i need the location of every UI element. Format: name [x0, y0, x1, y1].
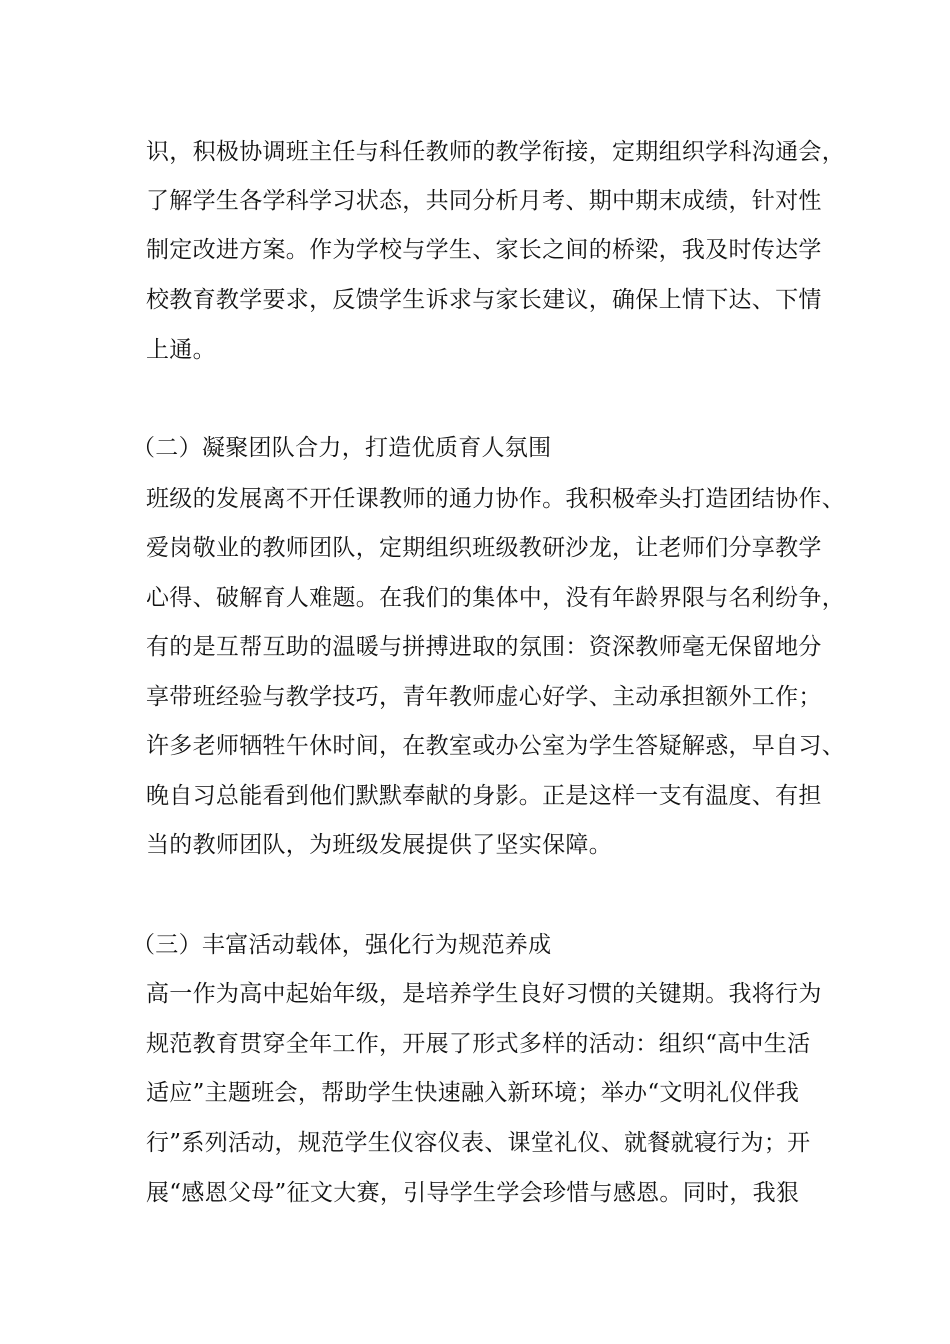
- paragraph-line: 晚自习总能看到他们默默奉献的身影。正是这样一支有温度、有担: [146, 783, 822, 809]
- paragraph-line: 有的是互帮互助的温暖与拼搏进取的氛围：资深教师毫无保留地分: [146, 634, 822, 660]
- paragraph-line: 心得、破解育人难题。在我们的集体中，没有年龄界限与名利纷争，: [146, 585, 845, 611]
- paragraph-line: 许多老师牺牲午休时间，在教室或办公室为学生答疑解惑，早自习、: [146, 733, 845, 759]
- paragraph-line: 校教育教学要求，反馈学生诉求与家长建议，确保上情下达、下情: [146, 287, 822, 313]
- paragraph-line: 行”系列活动，规范学生仪容仪表、课堂礼仪、就餐就寝行为；开: [146, 1130, 811, 1156]
- section-heading: （二）凝聚团队合力，打造优质育人氛围: [132, 435, 552, 461]
- paragraph-line: 上通。: [146, 337, 216, 363]
- paragraph-line: 识，积极协调班主任与科任教师的教学衔接，定期组织学科沟通会，: [146, 139, 845, 165]
- paragraph-line: 高一作为高中起始年级，是培养学生良好习惯的关键期。我将行为: [146, 981, 822, 1007]
- paragraph-line: 当的教师团队，为班级发展提供了坚实保障。: [146, 832, 612, 858]
- paragraph-line: 展“感恩父母”征文大赛，引导学生学会珍惜与感恩。同时，我狠: [146, 1180, 800, 1206]
- paragraph-line: 规范教育贯穿全年工作，开展了形式多样的活动：组织“高中生活: [146, 1031, 811, 1057]
- paragraph-line: 班级的发展离不开任课教师的通力协作。我积极牵头打造团结协作、: [146, 486, 845, 512]
- paragraph-line: 爱岗敬业的教师团队，定期组织班级教研沙龙，让老师们分享教学: [146, 535, 822, 561]
- paragraph-line: 适应”主题班会，帮助学生快速融入新环境；举办“文明礼仪伴我: [146, 1080, 800, 1106]
- paragraph-line: 享带班经验与教学技巧，青年教师虚心好学、主动承担额外工作；: [146, 684, 822, 710]
- section-heading: （三）丰富活动载体，强化行为规范养成: [132, 932, 552, 958]
- paragraph-line: 制定改进方案。作为学校与学生、家长之间的桥梁，我及时传达学: [146, 237, 822, 263]
- paragraph-line: 了解学生各学科学习状态，共同分析月考、期中期末成绩，针对性: [146, 188, 822, 214]
